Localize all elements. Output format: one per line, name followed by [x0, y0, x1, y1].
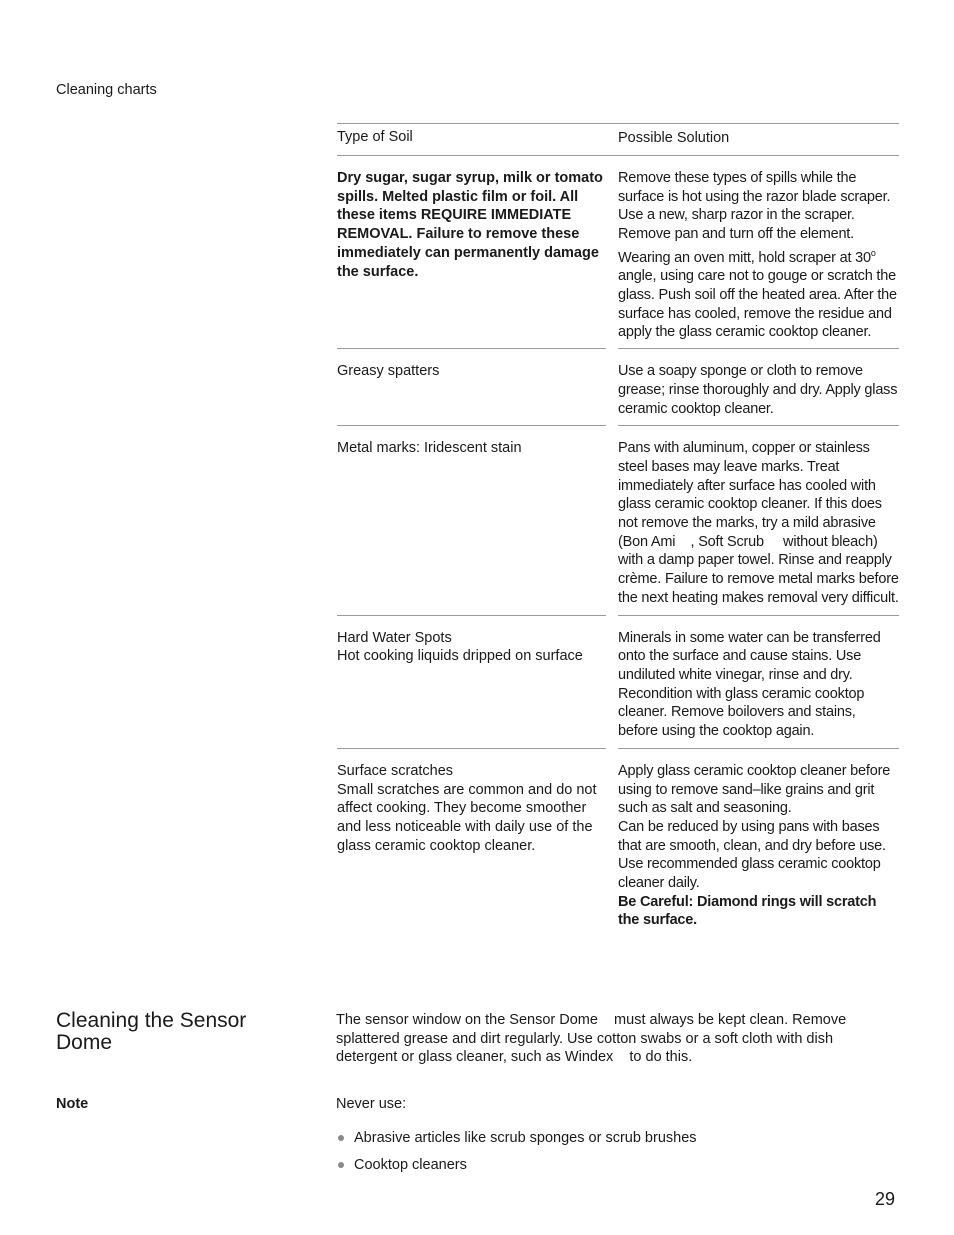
bullet-icon	[338, 1135, 344, 1141]
table-row	[337, 426, 903, 615]
solution-text: Pans with aluminum, copper or stainless steel bases may leave marks. Treat immediately after surface has cooled with glass ceramic cooktop cleaner. If this does not remove the marks, try a mild abrasive (Bon Ami , Soft Scrub without bleach) with a damp paper towel. Rinse and reapply crème. Failure to remove metal marks before the next heating makes removal very difficult.	[618, 440, 903, 606]
soil-cell	[337, 616, 606, 749]
soil-cell	[337, 426, 606, 615]
solution-text: Remove these types of spills while the surface is hot using the razor blade scraper. Use a new, sharp razor in the scraper.	[618, 170, 891, 224]
list-item	[336, 1151, 697, 1178]
soil-title: Hard Water Spots	[337, 629, 452, 646]
header-possible-solution: Possible Solution	[618, 130, 730, 146]
soil-description: Hot cooking liquids dripped on surface	[337, 648, 583, 665]
note-label: Note	[56, 1096, 89, 1112]
table-row	[337, 749, 899, 937]
solution-cell	[618, 426, 903, 615]
sensor-dome-heading: Cleaning the Sensor Dome	[56, 1009, 247, 1054]
solution-cell	[618, 749, 899, 937]
soil-description: Small scratches are common and do not affect cooking. They become smoother and less noticeable with daily use of the glass ceramic cooktop cleaner.	[337, 781, 597, 854]
solution-text: Remove pan and turn off the element. Wearing an oven mitt, hold scraper at 30	[618, 226, 871, 266]
solution-cell	[618, 156, 899, 349]
section-label: Cleaning charts	[56, 82, 157, 98]
solution-cell	[618, 349, 899, 426]
solution-warning: Be Careful: Diamond rings will scratch the surface.	[618, 893, 877, 929]
solution-text: Use a soapy sponge or cloth to remove grease; rinse thoroughly and dry. Apply glass ceramic cooktop cleaner.	[618, 363, 898, 417]
soil-title: Surface scratches	[337, 762, 454, 779]
solution-text: angle, using care not to gouge or scratch the glass. Push soil off the heated area. After the surface has cooled, remove the residue and apply the glass ceramic cooktop cleaner.	[618, 268, 897, 341]
header-type-of-soil: Type of Soil	[337, 129, 413, 145]
list-item	[336, 1124, 697, 1151]
solution-cell	[618, 616, 899, 749]
soil-cell	[337, 156, 606, 349]
never-use-list	[336, 1124, 697, 1178]
table-header	[337, 124, 899, 156]
degree-superscript: o	[870, 247, 876, 258]
solution-text: Can be reduced by using pans with bases that are smooth, clean, and dry before use.	[618, 818, 886, 854]
list-item-text: Cooktop cleaners	[354, 1156, 467, 1173]
table-row	[337, 349, 899, 426]
solution-text: Minerals in some water can be transferred onto the surface and cause stains. Use undiluted white vinegar, rinse and dry. Recondition with glass ceramic cooktop cleaner. Remove boilovers and stains, before using the cooktop again.	[618, 629, 881, 740]
table-row	[337, 616, 899, 749]
soil-title: Metal marks: Iridescent stain	[337, 440, 522, 457]
table-row	[337, 156, 899, 349]
solution-text: Use recommended glass ceramic cooktop cleaner daily.	[618, 856, 881, 892]
solution-text: Apply glass ceramic cooktop cleaner before using to remove sand–like grains and grit such as salt and seasoning.	[618, 762, 891, 817]
cleaning-chart-table	[337, 123, 903, 937]
bullet-icon	[338, 1162, 344, 1168]
page-number: 29	[875, 1189, 896, 1209]
sensor-dome-intro: The sensor window on the Sensor Dome must always be kept clean. Remove splattered grease and dirt regularly. Use cotton swabs or a soft cloth with dish detergent or glass cleaner, such as Windex to do this.	[336, 1012, 851, 1066]
soil-cell	[337, 749, 606, 937]
never-use-label: Never use:	[336, 1096, 407, 1112]
soil-cell	[337, 349, 606, 426]
soil-title: Dry sugar, sugar syrup, milk or tomato spills. Melted plastic film or foil. All these items REQUIRE IMMEDIATE REMOVAL. Failure to remove these immediately can permanently damage the surface.	[337, 170, 603, 280]
soil-title: Greasy spatters	[337, 363, 440, 380]
list-item-text: Abrasive articles like scrub sponges or scrub brushes	[354, 1129, 697, 1146]
